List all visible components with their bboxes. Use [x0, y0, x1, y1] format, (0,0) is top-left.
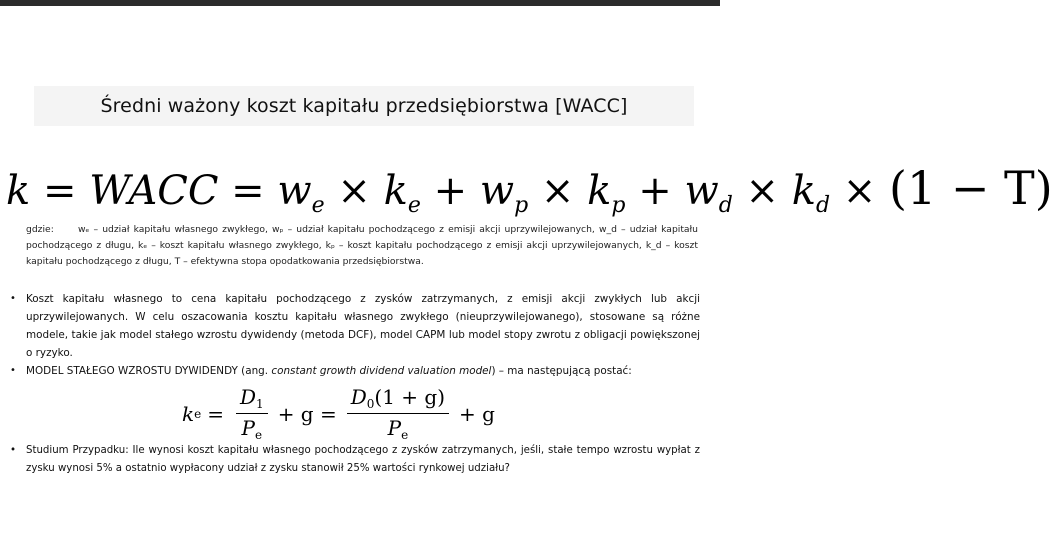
title-band	[34, 86, 694, 126]
page-title: Średni ważony koszt kapitału przedsiębiorstwa [WACC]	[100, 95, 628, 117]
formula-wd: w	[684, 168, 719, 214]
bullet-text-italic: constant growth dividend valuation model	[271, 365, 492, 377]
ddm-sub: 1	[256, 397, 264, 411]
bullet-text-post: ) – ma następującą postać:	[491, 365, 632, 377]
formula-sub: e	[407, 193, 421, 218]
formula-sub: d	[815, 193, 831, 218]
where-lead: gdzie:	[26, 224, 54, 235]
ddm-denominator	[388, 414, 409, 442]
formula-legend	[26, 222, 698, 270]
bullet-list	[8, 290, 700, 380]
ddm-sub: e	[194, 406, 202, 421]
formula-ke: k	[383, 168, 408, 214]
formula-wp: w	[479, 168, 515, 214]
formula-plus: +	[638, 168, 672, 214]
formula-sub: p	[611, 193, 626, 218]
formula-we: w	[277, 168, 312, 214]
bullet-text-pre: MODEL STAŁEGO WZROSTU DYWIDENDY (ang.	[26, 365, 272, 377]
bullet-cost-of-equity	[8, 290, 700, 362]
ddm-pe: P	[387, 416, 402, 440]
ddm-ke: k	[182, 401, 195, 426]
ddm-formula	[182, 385, 495, 442]
bullet-text: Koszt kapitału własnego to cena kapitału pochodzącego z zysków zatrzymanych, z emisji akcji zwykłych lub akcji uprzywilejowanych. W celu oszacowania kosztu kapitału własnego zwykłego (nieuprzywilejowanego), stosowane są różne modele, takie jak model stałego wzrostu dywidendy (metoda DCF), model CAPM lub model stopy zwrotu z obligacji powiększonej o ryzyko.	[26, 293, 700, 359]
bullet-marker: •	[10, 445, 17, 456]
ddm-fraction-1	[236, 385, 268, 442]
bullet-ddm	[8, 362, 700, 380]
formula-times: ×	[745, 168, 780, 214]
formula-kp: k	[587, 168, 612, 214]
ddm-d0: D	[350, 385, 367, 409]
formula-sub: p	[514, 193, 529, 218]
where-text: wₑ – udział kapitału własnego zwykłego, wₚ – udział kapitału pochodzącego z emisji akcji uprzywilejowanych, w_d – udział kapitału pochodzącego z długu, kₑ – koszt kapitału własnego zwykłego, kₚ – koszt kapitału pochodzącego z emisji akcji uprzywilejowanych, k_d – koszt kapitału pochodzącego z długu, T – efektywna stopa opodatkowania przedsiębiorstwa.	[26, 224, 698, 267]
ddm-sub: e	[255, 428, 263, 442]
formula-tax-term: (1 − T)	[889, 161, 1053, 215]
ddm-eq: =	[207, 401, 224, 426]
ddm-denominator	[242, 414, 263, 442]
ddm-numerator	[347, 385, 449, 414]
ddm-sub: e	[401, 428, 409, 442]
formula-times: ×	[337, 168, 371, 214]
ddm-fraction-2	[347, 385, 449, 442]
formula-times: ×	[842, 168, 877, 214]
formula-wacc: WACC	[89, 168, 219, 214]
ddm-growth-term: (1 + g)	[374, 385, 446, 409]
wacc-formula	[6, 160, 1053, 218]
formula-times: ×	[540, 168, 575, 214]
ddm-d1: D	[240, 385, 257, 409]
bullet-case-study	[8, 442, 700, 478]
ddm-pe: P	[241, 416, 256, 440]
ddm-plus-g: + g	[459, 401, 495, 426]
ddm-numerator	[236, 385, 268, 414]
formula-sub: e	[311, 193, 325, 218]
formula-kd: k	[791, 168, 816, 214]
formula-eq: =	[231, 168, 265, 214]
formula-k: k	[6, 168, 31, 214]
formula-eq: =	[42, 168, 77, 214]
formula-sub: d	[718, 193, 733, 218]
ddm-plus-g-eq: + g =	[277, 401, 337, 426]
bullet-text: Studium Przypadku: Ile wynosi koszt kapitału własnego pochodzącego z zysków zatrzymanych, jeśli, stałe tempo wzrostu wypłat z zysku wynosi 5% a ostatnio wypłacony udział z zysku stanowił 25% wartości rynkowej udziału?	[26, 445, 700, 474]
bullet-marker: •	[10, 293, 16, 304]
ddm-sub: 0	[366, 397, 375, 411]
formula-plus: +	[433, 168, 468, 214]
top-bar	[0, 0, 720, 6]
bullet-marker: •	[10, 365, 16, 376]
